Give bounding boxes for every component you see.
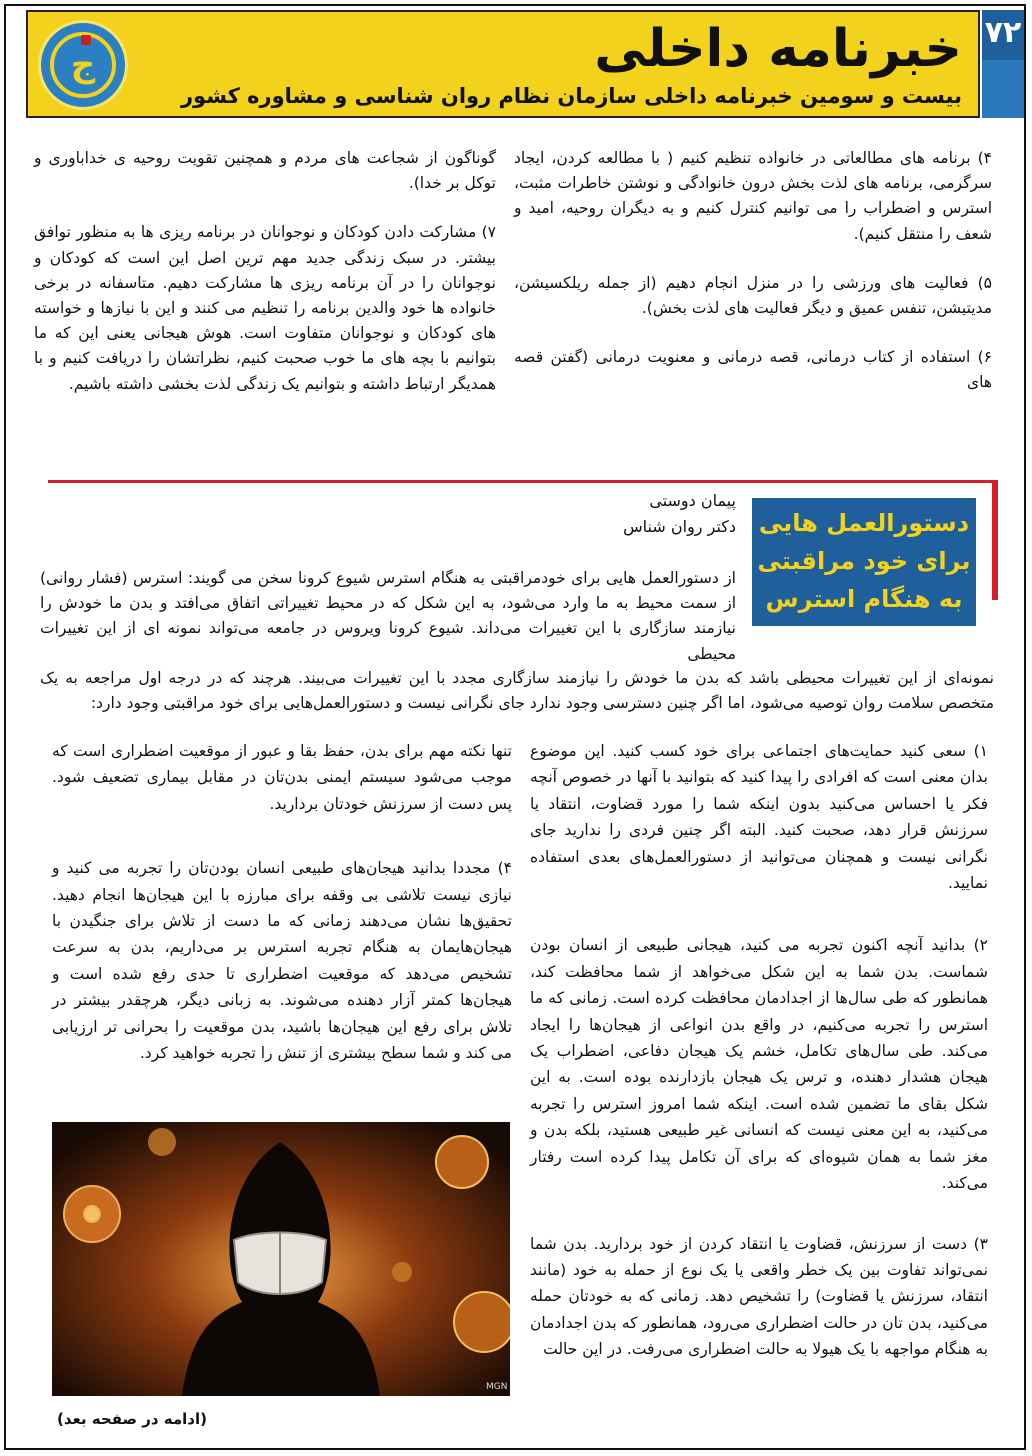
article-author [623, 488, 736, 540]
article-item-1: ۱) سعی کنید حمایت‌های اجتماعی برای خود کسب کنید. این موضوع بدان معنی است که افرادی را پیدا کنید که بتوانید با آنها در خصوص آنچه فکر یا احساس می‌کنید بدون اینکه شما را مورد قضاوت، انتقاد یا سرزنش قرار دهد، صحبت کنید. البته اگر چنین فردی را ندارید جای نگرانی نیست و همچنان می‌توانید از دستورالعمل‌های بعدی استفاده نمایید. [530, 742, 988, 893]
article-intro-full [40, 666, 994, 716]
newsletter-header [26, 10, 980, 118]
photo-illustration [52, 1122, 510, 1396]
author-name: پیمان دوستی [649, 491, 736, 510]
top-right-item-4: ۴) برنامه های مطالعاتی در خانواده تنظیم کنیم ( با مطالعه کردن، ایجاد سرگرمی، برنامه های لذت بخش درون خانوادگی و نوشتن خاطرات مثبت، استرس و اضطراب را می توانیم کنترل کنیم و به دیگران روحیه، امید و شعف را منتقل کنیم). [514, 149, 992, 243]
top-right-column [514, 146, 992, 420]
article-item-3-continued: تنها نکته مهم برای بدن، حفظ بقا و عبور از موقعیت اضطراری است که موجب می‌شود سیستم ایمنی بدن‌تان در مقابل بیماری تضعیف شود. پس دست از سرزنش خودتان بردارید. [52, 742, 512, 813]
article-right-column [530, 738, 988, 1387]
top-left-item-continued: گوناگون از شجاعت های مردم و همچنین تقویت روحیه ی خداباوری و توکل بر خدا). [34, 149, 496, 193]
section-divider-red-vertical [992, 480, 998, 600]
virus-left-icon [64, 1186, 120, 1242]
photo-credit: MGN [486, 1382, 508, 1392]
top-left-column [34, 146, 496, 421]
author-title: دکتر روان شناس [623, 517, 736, 536]
continued-note: (ادامه در صفحه بعد) [56, 1410, 208, 1428]
page-number-badge [982, 10, 1024, 118]
page-number-strip [982, 60, 1024, 118]
logo-emblem-icon [81, 35, 91, 45]
article-item-2: ۲) بدانید آنچه اکنون تجربه می کنید، هیجانی طبیعی از انسان بودن شماست. بدن شما به این شکل می‌خواهد از شما محافظت کند، همانطور که طی سال‌ها از اجدادمان محافظت کرده است. زمانی که ما استرس را تجربه می‌کنیم، در واقع بدن انواعی از هیجان‌ها را ایجاد می‌کند. طی سال‌های تکامل، خشم یک هیجان دفاعی، اضطراب یک هیجان هشدار دهنده، و ترس یک هیجان بازدارنده بوده است. به این شکل بقای ما تضمین شده است. اینکه شما امروز استرس را تجربه می‌کنید، به این معنی نیست که انسانی غیر طبیعی هستید، بلکه بدن و مغز شما به همان شیوه‌ای که برای آن تکامل پیدا کرده است رفتار می‌کند. [530, 936, 988, 1193]
article-item-3: ۳) دست از سرزنش، قضاوت یا انتقاد کردن از خود بردارید. بدن شما نمی‌تواند تفاوت بین یک خطر واقعی یا یک نوع از حمله به خود (مانند انتقاد، سرزنش یا قضاوت) را تشخیص دهد. زمانی که به خودتان حمله می‌کنید، بدن تان در حالت اضطراری می‌رود، همانطور که بدن اجدادمان به هنگام مواجهه با یک هیولا به حالت اضطراری می‌رفت. در این حالت [530, 1234, 988, 1359]
masked-person-photo [52, 1122, 510, 1396]
newsletter-title: خبرنامه داخلی [594, 19, 962, 79]
page-number: ۷۲ [984, 15, 1022, 50]
article-intro-full-text: نمونه‌ای از این تغییرات محیطی باشد که بدن ما خودش را نیازمند سازگاری مجدد با این تغییرات می‌بیند. هرچند که در درجه اول مراجعه به یک متخصص سلامت روان توصیه می‌شود، اما اگر چنین دسترسی وجود ندارد جای نگرانی نیست و دستورالعمل‌هایی برای خود مراقبتی وجود دارد: [40, 669, 994, 713]
newsletter-subtitle: بیست و سومین خبرنامه داخلی سازمان نظام روان شناسی و مشاوره کشور [180, 84, 962, 108]
article-title-box [752, 498, 976, 626]
article-item-4: ۴) مجددا بدانید هیجان‌های طبیعی انسان بودن‌تان را تجربه می کنید و نیازی نیست تلاشی بی وقفه برای مبارزه با این هیجان‌ها انجام دهید. تحقیق‌ها نشان می‌دهند زمانی که ما دست از تلاش برای جنگیدن با هیجان‌هایمان به هنگام تجربه استرس بر می‌داریم، بدن به سرعت تشخیص می‌دهد که موقعیت اضطراری تا حدی رفع شده است و هیجان‌ها کمتر آزار دهنده می‌شوند. به زبانی دیگر، هرچقدر بیشتر در تلاش برای رفع این هیجان‌ها باشید، بدن موقعیت را بحرانی تر ارزیابی می کند و شما سطح بیشتری از تنش را تجربه خواهید کرد. [52, 859, 512, 1063]
article-intro [40, 566, 736, 667]
logo-mark-icon: ج [70, 45, 96, 85]
article-title-line-1: دستورالعمل هایی [758, 509, 970, 537]
organization-logo-icon [38, 20, 128, 110]
article-title-line-3: به هنگام استرس [765, 585, 963, 613]
section-divider-red [48, 480, 992, 483]
article-intro-text: از دستورالعمل هایی برای خودمراقبتی به هنگام استرس شیوع کرونا سخن می گویند: استرس (فشار روانی) از سمت محیط به ما وارد می‌شود، به این شکل که در محیط تغییراتی اتفاق می‌افتد و بدن ما خودش را نیازمند سازگاری با این تغییرات می‌داند. شیوع کرونا ویروس در جامعه می‌تواند نمونه ای از این تغییرات محیطی [40, 569, 736, 663]
top-left-item-7: ۷) مشارکت دادن کودکان و نوجوانان در برنامه ریزی ها به منظور توافق بیشتر. در سبک زندگی جدید مهم ترین اصل این است که کودکان و نوجوانان را در آن برنامه ریزی ها مشارکت دهیم. متاسفانه در برخی خانواده ها خود والدین برنامه را تنظیم می کنند و این با نیازها و خواسته های کودکان و نوجوانان متفاوت است. هوش هیجانی یعنی این که ما بتوانیم با بچه های ما خوب صحبت کنیم، نظراتشان را دریافت کنیم و با همدیگر ارتباط داشته و بتوانیم یک زندگی لذت بخشی داشته باشیم. [34, 223, 496, 393]
article-left-column [52, 738, 512, 1090]
article-title-line-2: برای خود مراقبتی [757, 547, 971, 575]
top-right-item-5: ۵) فعالیت های ورزشی را در منزل انجام دهیم (از جمله ریلکسیشن، مدیتیشن، تنفس عمیق و دیگر فعالیت های لذت بخش). [514, 273, 992, 318]
top-right-item-6: ۶) استفاده از کتاب درمانی، قصه درمانی و معنویت درمانی (گفتن قصه های [514, 348, 992, 392]
